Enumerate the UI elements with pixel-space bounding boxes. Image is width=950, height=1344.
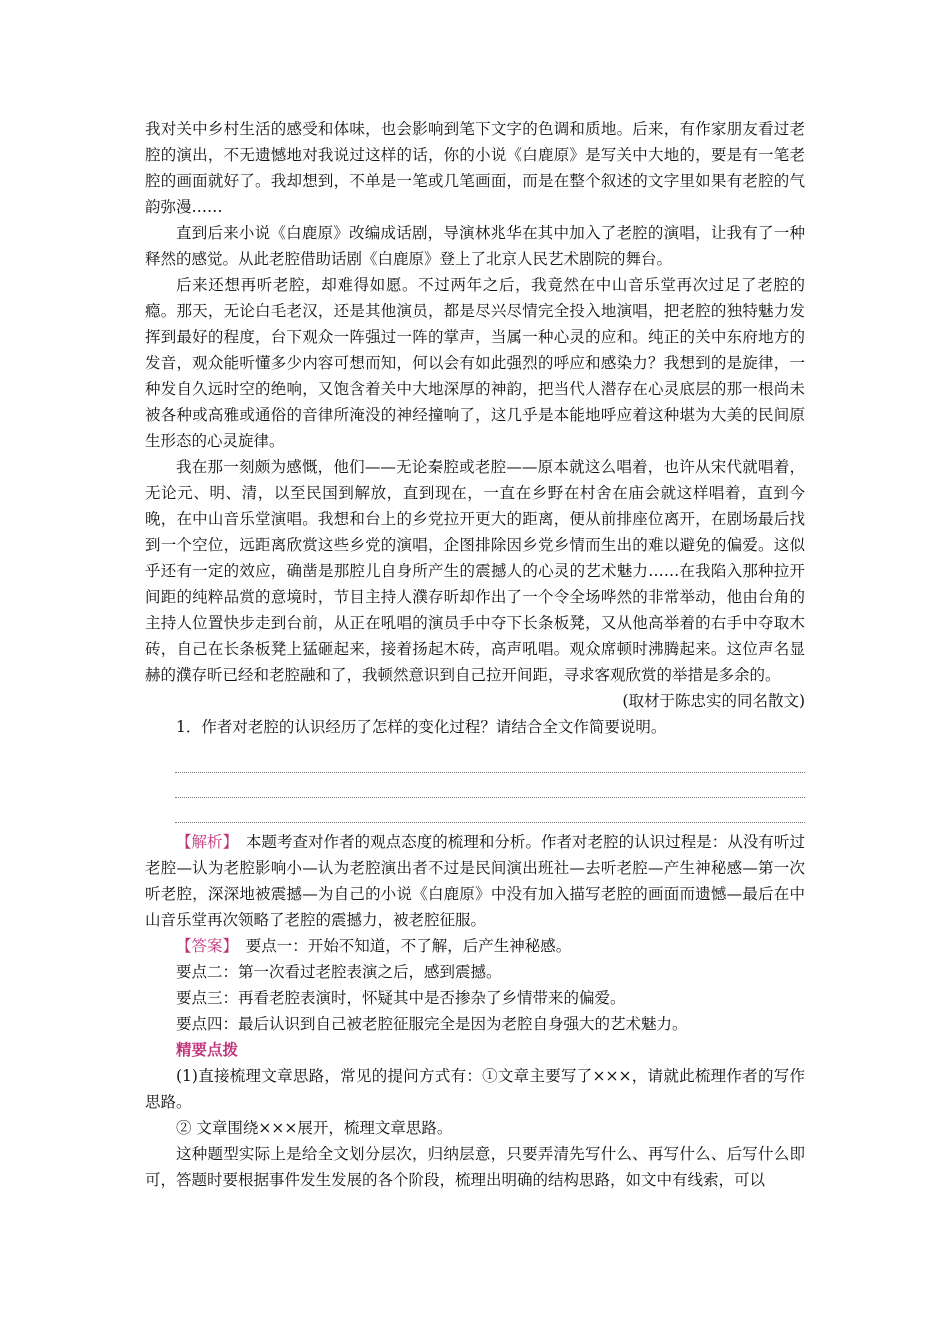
answer-point-4: 要点四：最后认识到自己被老腔征服完全是因为老腔自身强大的艺术魅力。 bbox=[176, 1015, 688, 1033]
answer-point-3: 要点三：再看老腔表演时，怀疑其中是否掺杂了乡情带来的偏爱。 bbox=[176, 989, 626, 1007]
analysis-paragraph bbox=[145, 829, 805, 933]
tips-paragraph-1: (1)直接梳理文章思路，常见的提问方式有：①文章主要写了×××，请就此梳理作者的写作思路。 bbox=[145, 1067, 805, 1111]
passage-paragraph-2: 直到后来小说《白鹿原》改编成话剧，导演林兆华在其中加入了老腔的演唱，让我有了一种释然的感觉。从此老腔借助话剧《白鹿原》登上了北京人民艺术剧院的舞台。 bbox=[145, 224, 805, 268]
answer-lines bbox=[175, 748, 805, 823]
document-content bbox=[145, 116, 805, 1193]
passage-paragraph-3: 后来还想再听老腔，却难得如愿。不过两年之后，我竟然在中山音乐堂再次过足了老腔的瘾。那天，无论白毛老汉，还是其他演员，都是尽兴尽情完全投入地演唱，把老腔的独特魅力发挥到最好的程度，台下观众一阵强过一阵的掌声，当属一种心灵的应和。纯正的关中东府地方的发音，观众能听懂多少内容可想而知，何以会有如此强烈的呼应和感染力？我想到的是旋律，一种发自久远时空的绝响，又饱含着关中大地深厚的神韵，把当代人潜存在心灵底层的那一根尚未被各种或高雅或通俗的音律所淹没的神经撞响了，这几乎是本能地呼应着这种堪为大美的民间原生形态的心灵旋律。 bbox=[145, 276, 805, 450]
answer-line bbox=[175, 773, 805, 798]
tips-paragraph-3: 这种题型实际上是给全文划分层次，归纳层意，只要弄清先写什么、再写什么、后写什么即可，答题时要根据事件发生发展的各个阶段，梳理出明确的结构思路，如文中有线索，可以 bbox=[145, 1145, 805, 1189]
passage-source: (取材于陈忠实的同名散文) bbox=[622, 692, 805, 710]
tips-heading: 精要点拨 bbox=[176, 1041, 239, 1059]
answer-paragraph bbox=[145, 933, 805, 959]
answer-line bbox=[175, 798, 805, 823]
tips-paragraph-2: ② 文章围绕×××展开，梳理文章思路。 bbox=[176, 1119, 453, 1137]
answer-point-1: 要点一：开始不知道，不了解，后产生神秘感。 bbox=[245, 937, 572, 955]
passage-paragraph-4: 我在那一刻颇为感慨，他们——无论秦腔或老腔——原本就这么唱着，也许从宋代就唱着，无论元、明、清，以至民国到解放，直到现在，一直在乡野在村舍在庙会就这样唱着，直到今晚，在中山音乐堂演唱。我想和台上的乡党拉开更大的距离，便从前排座位离开，在剧场最后找到一个空位，远距离欣赏这些乡党的演唱，企图排除因乡党乡情而生出的难以避免的偏爱。这似乎还有一定的效应，确凿是那腔儿自身所产生的震撼人的心灵的艺术魅力……在我陷入那种拉开间距的纯粹品赏的意境时，节目主持人濮存昕却作出了一个令全场哗然的非常举动，他由台角的主持人位置快步走到台前，从正在吼唱的演员手中夺下长条板凳，又从他高举着的右手中夺取木砖，自己在长条板凳上猛砸起来，接着扬起木砖，高声吼唱。观众席顿时沸腾起来。这位声名显赫的濮存昕已经和老腔融和了，我顿然意识到自己拉开间距，寻求客观欣赏的举措是多余的。 bbox=[145, 458, 805, 684]
analysis-text: 本题考查对作者的观点态度的梳理和分析。作者对老腔的认识过程是：从没有听过老腔—认为老腔影响小—认为老腔演出者不过是民间演出班社—去听老腔—产生神秘感—第一次听老腔，深深地被震撼—为自己的小说《白鹿原》中没有加入描写老腔的画面而遗憾—最后在中山音乐堂再次领略了老腔的震撼力，被老腔征服。 bbox=[145, 833, 805, 929]
answer-tag: 【答案】 bbox=[176, 937, 231, 955]
passage-paragraph-1: 我对关中乡村生活的感受和体味，也会影响到笔下文字的色调和质地。后来，有作家朋友看过老腔的演出，不无遗憾地对我说过这样的话，你的小说《白鹿原》是写关中大地的，要是有一笔老腔的画面就好了。我却想到，不单是一笔或几笔画面，而是在整个叙述的文字里如果有老腔的气韵弥漫…… bbox=[145, 120, 805, 216]
answer-line bbox=[175, 748, 805, 773]
analysis-tag: 【解析】 bbox=[176, 833, 231, 851]
question-1: 1．作者对老腔的认识经历了怎样的变化过程？请结合全文作简要说明。 bbox=[176, 718, 667, 736]
answer-point-2: 要点二：第一次看过老腔表演之后，感到震撼。 bbox=[176, 963, 502, 981]
